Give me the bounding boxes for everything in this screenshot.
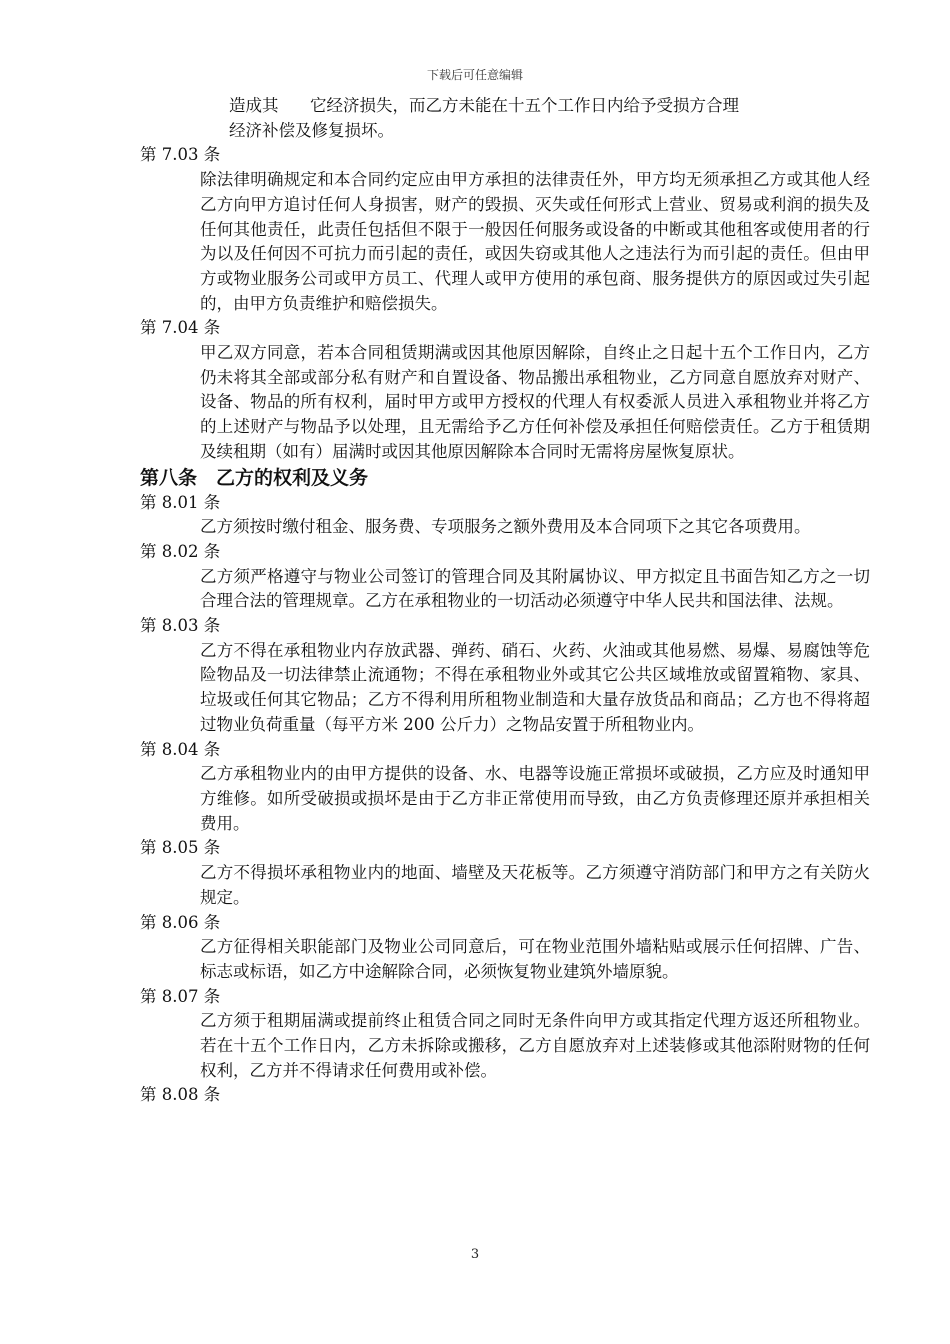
clause-8-02 — [140, 540, 870, 614]
clause-body: 乙方不得损坏承租物业内的地面、墙壁及天花板等。乙方须遵守消防部门和甲方之有关防火规定。 — [200, 863, 870, 907]
clause-label: 第 8.01 条 — [140, 492, 221, 512]
clause-body: 乙方征得相关职能部门及物业公司同意后，可在物业范围外墙粘贴或展示任何招牌、广告、标志或标语，如乙方中途解除合同，必须恢复物业建筑外墙原貌。 — [200, 937, 870, 981]
clause-8-08 — [140, 1083, 870, 1108]
clause-label: 第 7.04 条 — [140, 318, 221, 338]
clause-body: 乙方须严格遵守与物业公司签订的管理合同及其附属协议、甲方拟定且书面告知乙方之一切合理合法的管理规章。乙方在承租物业的一切活动必须遵守中华人民共和国法律、法规。 — [200, 566, 870, 611]
clause-label: 第 8.04 条 — [140, 739, 221, 759]
clause-8-03 — [140, 614, 870, 738]
clause-8-07 — [140, 985, 870, 1084]
clause-label: 第 8.07 条 — [140, 986, 221, 1006]
clause-body: 乙方须于租期届满或提前终止租赁合同之同时无条件向甲方或其指定代理方返还所租物业。若在十五个工作日内，乙方未拆除或搬移，乙方自愿放弃对上述装修或其他添附财物的任何权利，乙方并不得请求任何费用或补偿。 — [200, 1011, 870, 1080]
page-header: 下载后可任意编辑 — [426, 68, 523, 82]
intro-line-1: 造成其 它经济损失，而乙方未能在十五个工作日内给予受损方合理 — [229, 96, 739, 115]
clause-label: 第 8.03 条 — [140, 616, 221, 636]
clause-8-06 — [140, 911, 870, 985]
clause-body: 乙方不得在承租物业内存放武器、弹药、硝石、火药、火油或其他易燃、易爆、易腐蚀等危险物品及一切法律禁止流通物；不得在承租物业外或其它公共区域堆放或留置箱物、家具、垃圾或任何其它物品；乙方不得利用所租物业制造和大量存放货品和商品；乙方也不得将超过物业负荷重量（每平方米 200 公斤力）之物品安置于所租物业内。 — [200, 640, 870, 734]
page-number: 3 — [470, 1247, 480, 1262]
clause-8-04 — [140, 738, 870, 837]
clause-label: 第 8.06 条 — [140, 912, 221, 932]
intro-line-2: 经济补偿及修复损坏。 — [229, 120, 394, 140]
clause-8-05 — [140, 836, 870, 910]
clause-body: 乙方承租物业内的由甲方提供的设备、水、电器等设施正常损坏或破损，乙方应及时通知甲方维修。如所受破损或损坏是由于乙方非正常使用而导致，由乙方负责修理还原并承担相关费用。 — [200, 764, 870, 833]
clause-7-04 — [140, 316, 870, 464]
clause-label: 第 7.03 条 — [140, 145, 221, 165]
clause-8-01 — [140, 491, 870, 540]
clause-label: 第 8.02 条 — [140, 541, 221, 561]
clause-body: 除法律明确规定和本合同约定应由甲方承担的法律责任外，甲方均无须承担乙方或其他人经乙方向甲方追讨任何人身损害，财产的毁损、灭失或任何形式上营业、贸易或利润的损失及任何其他责任，此责任包括但不限于一般因任何服务或设备的中断或其他租客或使用者的行为以及任何因不可抗力而引起的责任，或因失窃或其他人之违法行为而引起的责任。但由甲方或物业服务公司或甲方员工、代理人或甲方使用的承包商、服务提供方的原因或过失引起的，由甲方负责维护和赔偿损失。 — [200, 170, 870, 313]
clause-body: 甲乙双方同意，若本合同租赁期满或因其他原因解除，自终止之日起十五个工作日内，乙方仍未将其全部或部分私有财产和自置设备、物品搬出承租物业，乙方同意自愿放弃对财产、设备、物品的所有权利，届时甲方或甲方授权的代理人有权委派人员进入承租物业并将乙方的上述财产与物品予以处理，且无需给予乙方任何补偿及承担任何赔偿责任。乙方于租赁期及续租期（如有）届满时或因其他原因解除本合同时无需将房屋恢复原状。 — [200, 343, 870, 461]
clause-7-03 — [140, 143, 870, 316]
clause-body: 乙方须按时缴付租金、服务费、专项服务之额外费用及本合同项下之其它各项费用。 — [200, 517, 811, 537]
section-title: 第八条 乙方的权利及义务 — [140, 466, 369, 489]
clause-label: 第 8.08 条 — [140, 1085, 221, 1105]
clause-label: 第 8.05 条 — [140, 838, 221, 858]
document-body — [140, 94, 870, 1108]
